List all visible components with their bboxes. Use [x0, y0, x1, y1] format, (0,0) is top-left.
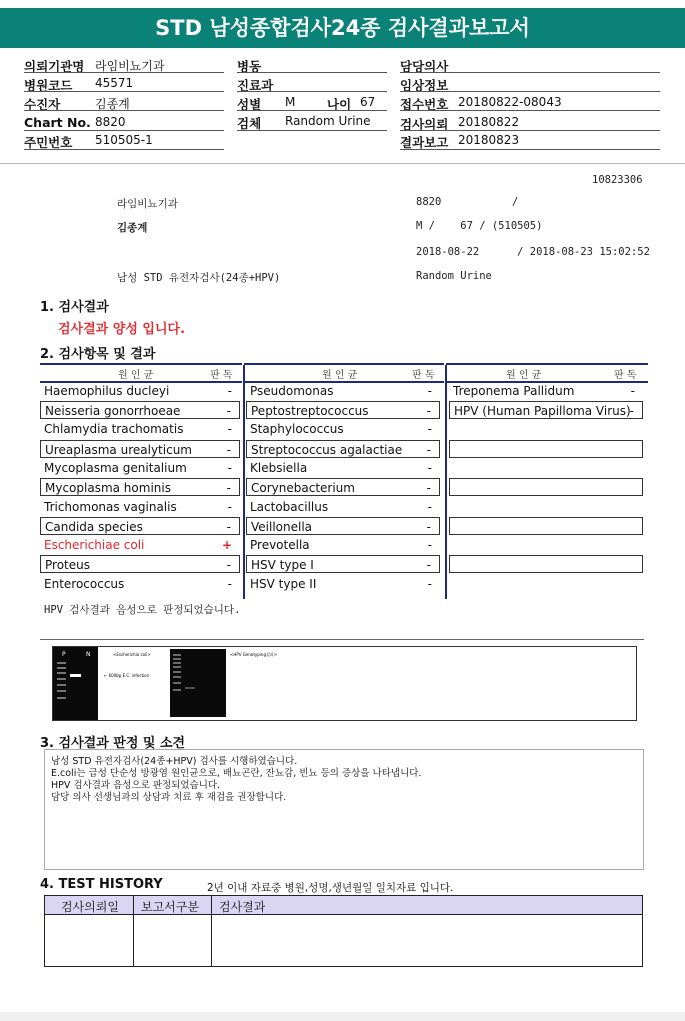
findings-box	[44, 749, 644, 870]
pathogen-row	[246, 498, 440, 516]
pathogen-row	[246, 440, 440, 458]
doctor-label: 담당의사	[400, 59, 449, 74]
pathogen-result: -	[426, 558, 431, 572]
pathogen-name: Proteus	[45, 558, 90, 572]
receipt-no-label: 접수번호	[400, 97, 449, 112]
header-rule	[237, 110, 387, 111]
pathogen-name: Veillonella	[251, 520, 313, 534]
age-label: 나이	[327, 97, 352, 112]
col-judge-label: 판 독	[210, 370, 233, 381]
header-rule	[400, 110, 660, 111]
report-date-label: 결과보고	[400, 135, 449, 150]
pathogen-name: Corynebacterium	[251, 481, 355, 495]
sex-label: 성별	[237, 97, 262, 112]
sub-test-name: 남성 STD 유전자검사(24종+HPV)	[117, 272, 281, 284]
pathogen-row	[40, 382, 240, 400]
pathogen-name: Neisseria gonorrhoeae	[45, 404, 181, 418]
pathogen-row	[40, 478, 240, 496]
pathogen-name: Enterococcus	[44, 577, 125, 591]
history-column-line	[211, 896, 212, 966]
lane-p-label: P	[62, 651, 66, 658]
column-header	[244, 363, 444, 383]
pathogen-row	[246, 517, 440, 535]
pathogen-row	[246, 382, 440, 400]
header-rule	[237, 91, 387, 92]
pathogen-row	[246, 575, 440, 593]
ecoli-band-label: ← 600bp E.C. infection	[104, 673, 150, 678]
section-divider	[40, 639, 644, 640]
hospital-code-value: 45571	[95, 76, 134, 90]
pathogen-row	[40, 555, 240, 573]
header-rule	[400, 91, 660, 92]
hpv-note: HPV 검사결과 음성으로 판정되었습니다.	[44, 604, 241, 616]
pathogen-result: -	[227, 422, 232, 436]
ecoli-title: <Escherichia coli>	[113, 652, 151, 657]
pathogen-result: -	[227, 577, 232, 591]
pathogen-result: -	[226, 481, 231, 495]
header-rule	[400, 130, 660, 131]
sub-date-range: 2018-08-22 / 2018-08-23 15:02:52	[416, 246, 650, 258]
pathogen-result: -	[629, 404, 634, 418]
pathogen-row	[40, 440, 240, 458]
col-pathogen-label: 원 인 균	[506, 370, 542, 381]
header-rule	[24, 149, 224, 150]
header-rule	[24, 130, 224, 131]
sex-value: M	[285, 95, 296, 109]
pathogen-row	[246, 555, 440, 573]
col-request-date: 검사의뢰일	[61, 900, 119, 914]
findings-line: 담당 의사 선생님과의 상담과 치료 후 재검을 권장합니다.	[51, 792, 287, 803]
request-date-label: 검사의뢰	[400, 117, 449, 132]
test-history-table	[44, 895, 643, 967]
pathogen-name: Prevotella	[250, 538, 310, 552]
patient-label: 수진자	[24, 97, 61, 112]
sub-patient: 김종계	[117, 222, 148, 234]
pathogen-name: Haemophilus ducleyi	[44, 384, 170, 398]
pathogen-row	[246, 401, 440, 419]
specimen-label: 검체	[237, 116, 262, 131]
pathogen-result: -	[226, 558, 231, 572]
positive-result-message: 검사결과 양성 입니다.	[58, 322, 186, 337]
pathogen-row	[40, 517, 240, 535]
column-header	[40, 363, 242, 383]
ward-label: 병동	[237, 59, 262, 74]
report-date-value: 20180823	[458, 133, 520, 147]
section2-heading: 2. 검사항목 및 결과	[40, 347, 156, 362]
age-value: 67	[360, 95, 376, 109]
pathogen-result: -	[227, 384, 232, 398]
pathogen-name: Pseudomonas	[250, 384, 334, 398]
column-header	[446, 363, 648, 383]
sub-clinic: 라임비뇨기과	[117, 198, 178, 210]
pathogen-result: -	[427, 461, 432, 475]
report-title: STD 남성종합검사24종 검사결과보고서	[0, 8, 685, 48]
header-rule	[24, 110, 224, 111]
header-rule	[237, 72, 387, 73]
pathogen-name: Ureaplasma urealyticum	[45, 443, 192, 457]
pathogen-name: Trichomonas vaginalis	[44, 500, 177, 514]
pathogen-result: -	[426, 520, 431, 534]
col-pathogen-label: 원 인 균	[322, 370, 358, 381]
sub-chart: 8820	[416, 196, 442, 208]
column-separator	[445, 365, 447, 599]
pathogen-result: -	[630, 384, 635, 398]
pathogen-result: -	[227, 500, 232, 514]
empty-result-box	[449, 440, 643, 458]
pathogen-name: Candida species	[45, 520, 143, 534]
pathogen-result: -	[427, 384, 432, 398]
hospital-label: 의뢰기관명	[24, 59, 85, 74]
pathogen-result: -	[426, 481, 431, 495]
pathogen-row	[246, 459, 440, 477]
pathogen-result: -	[426, 404, 431, 418]
findings-line: E.coli는 급성 단순성 방광염 원인균으로, 배뇨곤란, 잔뇨감, 빈뇨 등의 증상을 나타냅니다.	[51, 768, 422, 779]
findings-line: 남성 STD 유전자검사(24종+HPV) 검사를 시행하였습니다.	[51, 756, 298, 767]
patient-value: 김종계	[95, 97, 130, 111]
pathogen-result: -	[226, 520, 231, 534]
hospital-value: 라임비뇨기과	[95, 59, 165, 73]
pathogen-name: Treponema Pallidum	[453, 384, 575, 398]
clinical-info-label: 임상정보	[400, 78, 449, 93]
pathogen-row	[449, 382, 643, 400]
sub-specimen: Random Urine	[416, 270, 492, 282]
pathogen-name: Streptococcus agalactiae	[251, 443, 403, 457]
hospital-code-label: 병원코드	[24, 78, 73, 93]
rrn-label: 주민번호	[24, 135, 73, 150]
col-test-result: 검사결과	[219, 900, 266, 914]
pathogen-result: +	[221, 538, 232, 552]
pathogen-row	[246, 420, 440, 438]
pathogen-result: -	[427, 500, 432, 514]
pathogen-row-positive	[40, 536, 240, 554]
chart-no-value: 8820	[95, 115, 126, 129]
pathogen-result: -	[426, 443, 431, 457]
history-column-line	[133, 896, 134, 966]
header-rule	[24, 91, 224, 92]
pathogen-row	[449, 401, 643, 419]
header-rule	[400, 72, 660, 73]
pathogen-name: Mycoplasma genitalium	[44, 461, 187, 475]
col-judge-label: 판 독	[412, 370, 435, 381]
section1-heading: 1. 검사결과	[40, 300, 109, 315]
dept-label: 진료과	[237, 78, 274, 93]
pathogen-result: -	[427, 422, 432, 436]
pathogen-name: HSV type II	[250, 577, 317, 591]
pathogen-name: HSV type I	[251, 558, 314, 572]
pathogen-row	[40, 498, 240, 516]
pathogen-row	[40, 459, 240, 477]
pathogen-name: HPV (Human Papilloma Virus)	[454, 404, 631, 418]
pathogen-result: -	[227, 461, 232, 475]
pathogen-row	[246, 478, 440, 496]
col-pathogen-label: 원 인 균	[118, 370, 154, 381]
pathogen-row	[40, 420, 240, 438]
gel-electrophoresis-image	[52, 646, 637, 721]
pathogen-name: Chlamydia trachomatis	[44, 422, 184, 436]
pathogen-row	[40, 401, 240, 419]
request-date-value: 20180822	[458, 115, 520, 129]
sub-sex-age-id: M / 67 / (510505)	[416, 220, 543, 232]
section4-heading: 4. TEST HISTORY	[40, 877, 163, 892]
header-rule	[400, 149, 660, 150]
header-rule	[24, 72, 224, 73]
pathogen-name: Staphylococcus	[250, 422, 344, 436]
history-note: 2년 이내 자료중 병원,성명,생년월일 일치자료 입니다.	[207, 882, 454, 894]
pathogen-row	[246, 536, 440, 554]
lane-n-label: N	[86, 651, 91, 658]
document-number: 10823306	[592, 174, 643, 186]
pathogen-name: Klebsiella	[250, 461, 308, 475]
sub-slash: /	[512, 196, 519, 208]
specimen-value: Random Urine	[285, 114, 371, 128]
pathogen-result: -	[427, 577, 432, 591]
pathogen-result: -	[427, 538, 432, 552]
pathogen-result: -	[226, 443, 231, 457]
col-judge-label: 판 독	[614, 370, 637, 381]
pathogen-row	[40, 575, 240, 593]
hpv-title: <HPV Genotyping결과>	[230, 652, 278, 657]
pathogen-name: Escherichiae coli	[44, 538, 145, 552]
rrn-value: 510505-1	[95, 133, 153, 147]
receipt-no-value: 20180822-08043	[458, 95, 562, 109]
empty-result-box	[449, 517, 643, 535]
history-table-header	[45, 896, 642, 915]
findings-line: HPV 검사결과 음성으로 판정되었습니다.	[51, 780, 221, 791]
empty-result-box	[449, 478, 643, 496]
header-divider	[0, 163, 685, 164]
chart-no-label: Chart No.	[24, 115, 91, 130]
gel-image-graphic	[53, 647, 636, 720]
pathogen-name: Lactobacillus	[250, 500, 329, 514]
col-report-type: 보고서구분	[141, 900, 199, 914]
pathogen-name: Peptostreptococcus	[251, 404, 369, 418]
column-separator	[243, 365, 245, 599]
pathogen-name: Mycoplasma hominis	[45, 481, 171, 495]
section3-heading: 3. 검사결과 판정 및 소견	[40, 736, 186, 751]
empty-result-box	[449, 555, 643, 573]
header-rule	[237, 130, 387, 131]
pathogen-result: -	[226, 404, 231, 418]
